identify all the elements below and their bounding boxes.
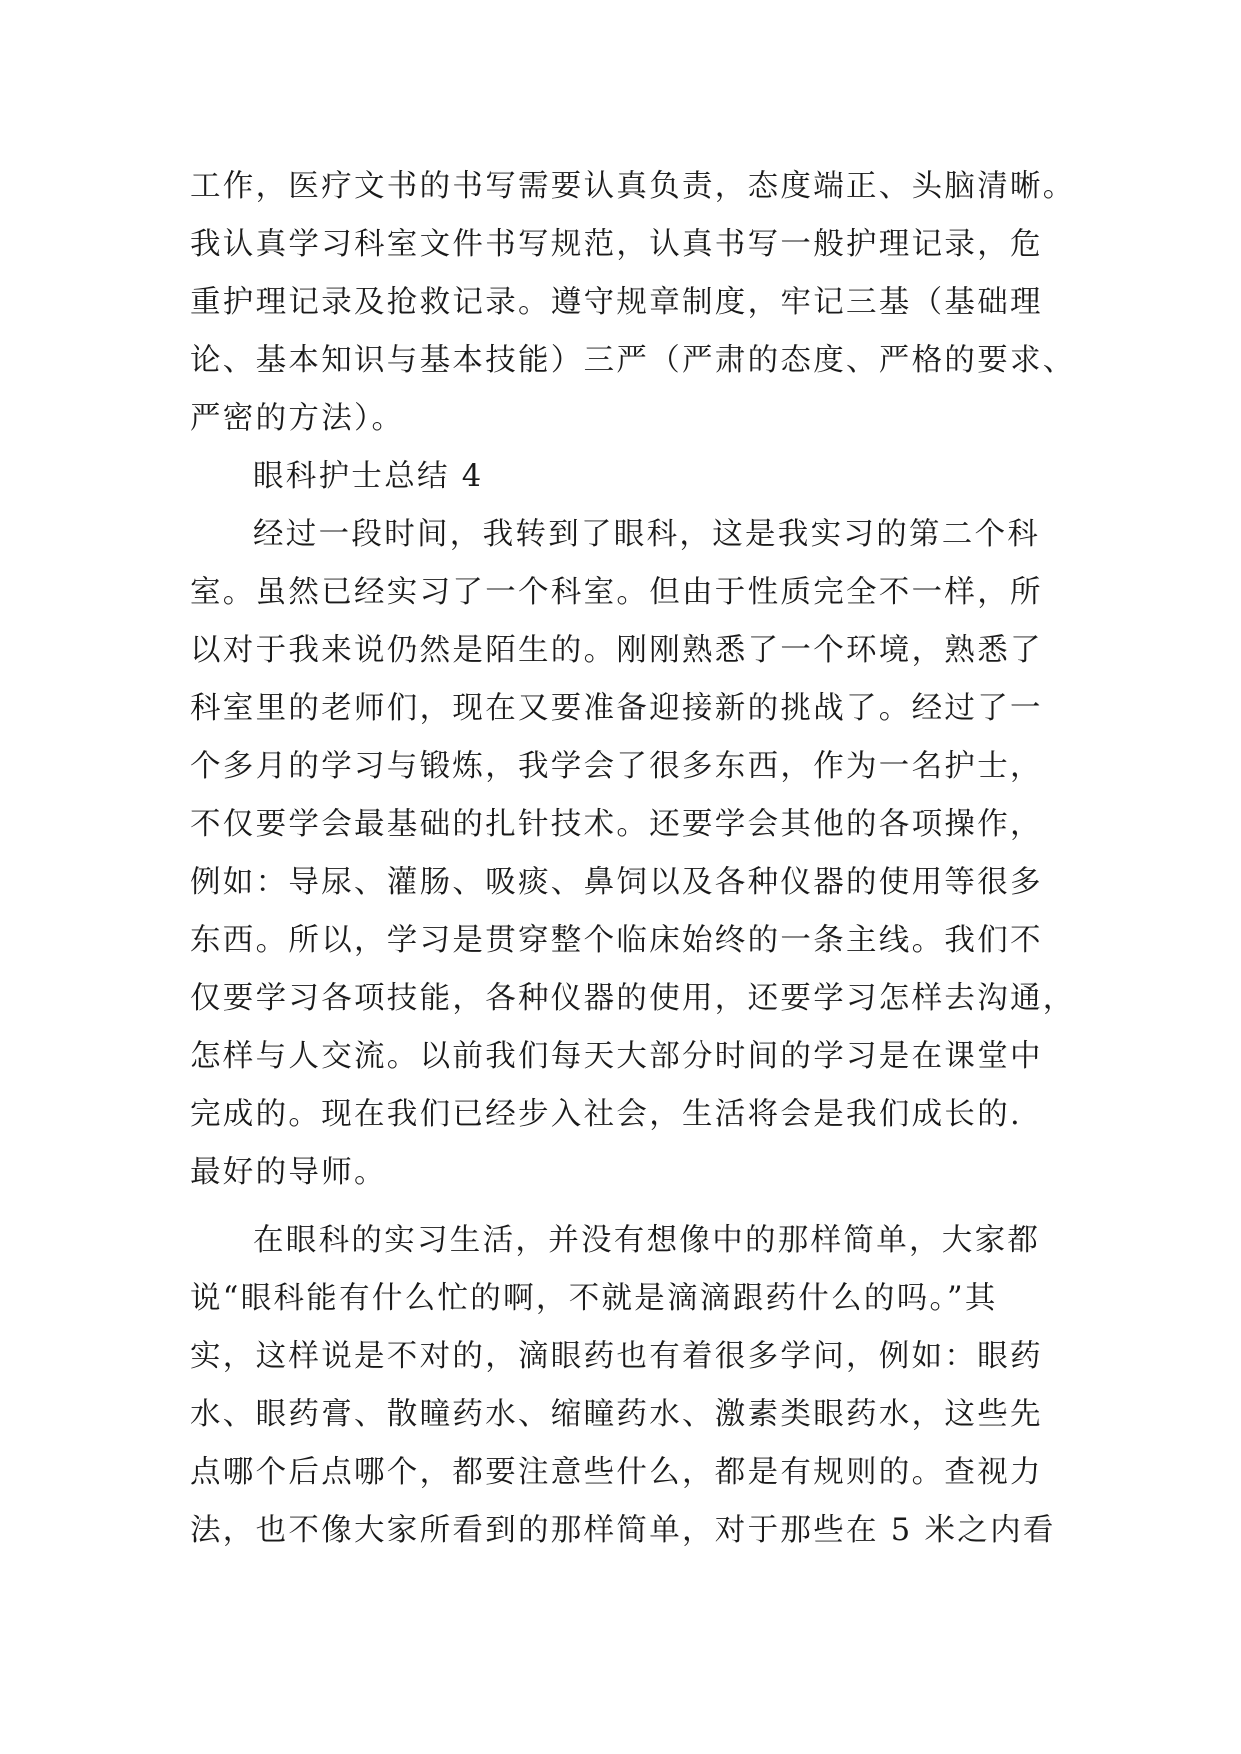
paragraph-line: 法，也不像大家所看到的那样简单，对于那些在 5 米之内看 xyxy=(190,1513,1056,1548)
paragraph-line: 工作，医疗文书的书写需要认真负责，态度端正、头脑清晰。 xyxy=(190,169,1076,204)
paragraph-line: 实，这样说是不对的，滴眼药也有着很多学问，例如：眼药 xyxy=(190,1339,1043,1374)
paragraph-line: 最好的导师。 xyxy=(190,1155,387,1190)
paragraph-line: 怎样与人交流。以前我们每天大部分时间的学习是在课堂中 xyxy=(190,1039,1043,1074)
paragraph-line: 以对于我来说仍然是陌生的。刚刚熟悉了一个环境，熟悉了 xyxy=(190,633,1043,668)
paragraph-line: 东西。所以，学习是贯穿整个临床始终的一条主线。我们不 xyxy=(190,923,1043,958)
paragraph-line: 在眼科的实习生活，并没有想像中的那样简单，大家都 xyxy=(253,1223,1041,1258)
paragraph-line: 严密的方法）。 xyxy=(190,401,405,436)
paragraph-line: 室。虽然已经实习了一个科室。但由于性质完全不一样，所 xyxy=(190,575,1043,610)
paragraph-line: 仅要学习各项技能，各种仪器的使用，还要学习怎样去沟通， xyxy=(190,981,1076,1016)
paragraph-line: 说“眼科能有什么忙的啊，不就是滴滴跟药什么的吗。”其 xyxy=(190,1281,998,1316)
paragraph-line: 科室里的老师们，现在又要准备迎接新的挑战了。经过了一 xyxy=(190,691,1043,726)
paragraph-line: 完成的。现在我们已经步入社会，生活将会是我们成长的. xyxy=(190,1097,1022,1132)
paragraph-line: 论、基本知识与基本技能）三严（严肃的态度、严格的要求、 xyxy=(190,343,1076,378)
paragraph-line: 水、眼药膏、散瞳药水、缩瞳药水、激素类眼药水，这些先 xyxy=(190,1397,1043,1432)
paragraph-line: 我认真学习科室文件书写规范，认真书写一般护理记录，危 xyxy=(190,227,1043,262)
paragraph-line: 例如：导尿、灌肠、吸痰、鼻饲以及各种仪器的使用等很多 xyxy=(190,865,1043,900)
paragraph-line: 重护理记录及抢救记录。遵守规章制度，牢记三基（基础理 xyxy=(190,285,1043,320)
paragraph-line: 不仅要学会最基础的扎针技术。还要学会其他的各项操作， xyxy=(190,807,1043,842)
paragraph-line: 经过一段时间，我转到了眼科，这是我实习的第二个科 xyxy=(253,517,1041,552)
paragraph-line: 点哪个后点哪个，都要注意些什么，都是有规则的。查视力 xyxy=(190,1455,1043,1490)
paragraph-line: 个多月的学习与锻炼，我学会了很多东西，作为一名护士， xyxy=(190,749,1043,784)
section-heading: 眼科护士总结 4 xyxy=(253,459,484,494)
